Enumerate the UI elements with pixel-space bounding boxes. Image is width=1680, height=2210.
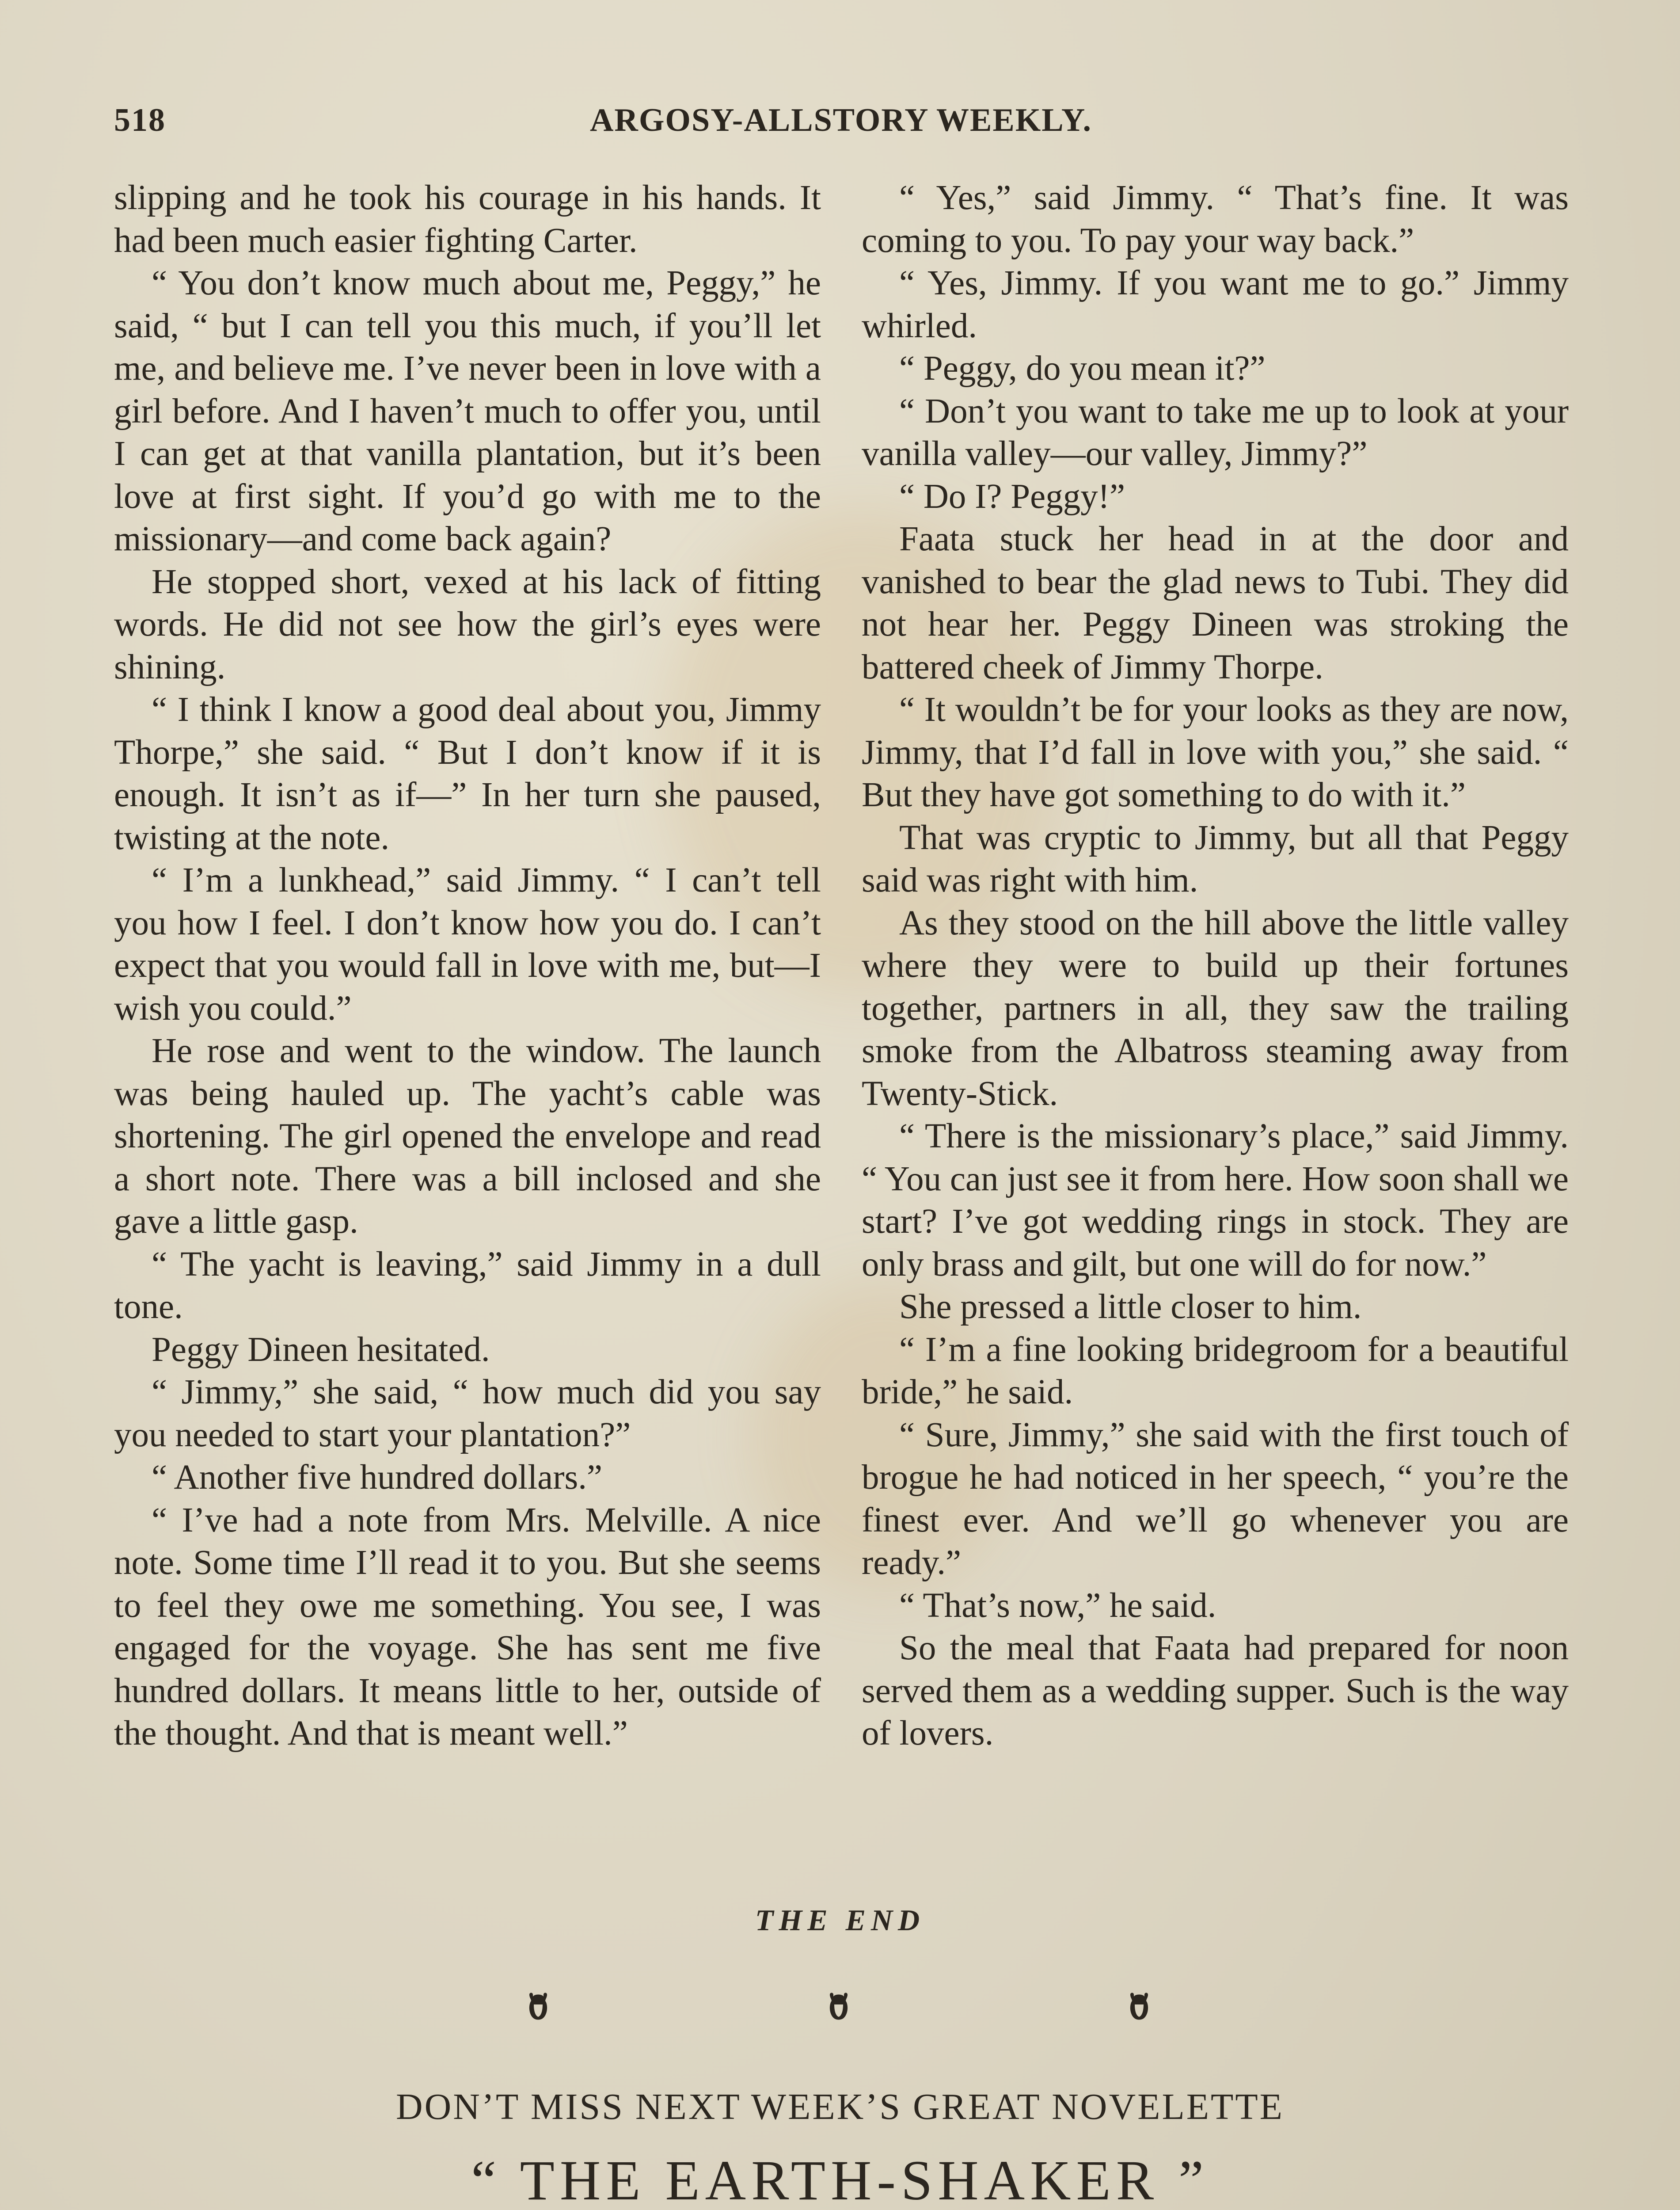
paragraph: He rose and went to the window. The launch was being hauled up. The yacht’s cable was shortening. The girl opened the envelope and read a short note. There was a bill inclosed and she gave a little gasp.: [114, 1032, 821, 1241]
paragraph: “ Yes, Jimmy. If you want me to go.” Jimmy whirled.: [862, 264, 1569, 345]
paragraph: Faata stuck her head in at the door and vanished to bear the glad news to Tubi. They did not hear her. Peggy Dineen was stroking the battered cheek of Jimmy Thorpe.: [862, 520, 1569, 686]
paragraph: As they stood on the hill above the little valley where they were to build up their fortunes together, partners in all, they saw the trailing smoke from the Albatross steaming away from Twenty-Stick.: [862, 903, 1569, 1113]
left-column: [114, 177, 821, 1755]
paragraph: “ Jimmy,” she said, “ how much did you say you needed to start your plantation?”: [114, 1373, 821, 1454]
paragraph: “ You don’t know much about me, Peggy,” he said, “ but I can tell you this much, if you’ll let me, and believe me. I’ve never been in love with a girl before. And I haven’t much to offer you, until I can get at that vanilla plantation, but it’s been love at first sight. If you’d go with me to the missionary—and come back again?: [114, 264, 821, 558]
paragraph: “ That’s now,” he said.: [899, 1586, 1216, 1625]
paragraph: That was cryptic to Jimmy, but all that Peggy said was right with him.: [862, 818, 1569, 899]
paragraph: “ Yes,” said Jimmy. “ That’s fine. It was coming to you. To pay your way back.”: [862, 179, 1569, 260]
paragraph: “ It wouldn’t be for your looks as they are now, Jimmy, that I’d fall in love with you,” she said. “ But they have got something to do with it.”: [862, 690, 1569, 814]
magazine-title: ARGOSY-ALLSTORY WEEKLY.: [589, 102, 1092, 138]
flower-ornament-icon: [826, 1991, 851, 2022]
paragraph: “ I’ve had a note from Mrs. Melville. A nice note. Some time I’ll read it to you. But she seems to feel they owe me something. You see, I was engaged for the voyage. She has sent me five hundred dollars. It means little to her, outside of the thought. And that is meant well.”: [114, 1501, 821, 1753]
flower-ornament-icon: [1127, 1991, 1152, 2022]
paragraph: He stopped short, vexed at his lack of fitting words. He did not see how the girl’s eyes were shining.: [114, 562, 821, 686]
paragraph: “ Sure, Jimmy,” she said with the first touch of brogue he had noticed in her speech, “ you’re the finest ever. And we’ll go whenever you are ready.”: [862, 1415, 1569, 1582]
paragraph: “ I’m a fine looking bridegroom for a beautiful bride,” he said.: [862, 1330, 1569, 1411]
paragraph: “ There is the missionary’s place,” said Jimmy. “ You can just see it from here. How soon shall we start? I’ve got wedding rings in stock. They are only brass and gilt, but one will do for now.”: [862, 1117, 1569, 1284]
ad-heading: DON’T MISS NEXT WEEK’S GREAT NOVELETTE: [395, 2086, 1284, 2127]
the-end-label: THE END: [755, 1903, 925, 1937]
right-column: [862, 177, 1569, 1755]
paragraph: “ Don’t you want to take me up to look at your vanilla valley—our valley, Jimmy?”: [862, 392, 1569, 473]
page-number: 518: [114, 102, 166, 138]
flower-ornament-icon: [526, 1991, 551, 2022]
paragraph: “ Do I? Peggy!”: [899, 477, 1125, 516]
paragraph: “ The yacht is leaving,” said Jimmy in a dull tone.: [114, 1245, 821, 1326]
paragraph: Peggy Dineen hesitated.: [152, 1330, 490, 1369]
paragraph: So the meal that Faata had prepared for noon served them as a wedding supper. Such is the way of lovers.: [862, 1629, 1569, 1753]
ad-story-title: “ THE EARTH-SHAKER ”: [471, 2149, 1209, 2210]
paragraph: “ Peggy, do you mean it?”: [899, 349, 1266, 388]
paragraph: “ I think I know a good deal about you, Jimmy Thorpe,” she said. “ But I don’t know if it is enough. It isn’t as if—” In her turn she paused, twisting at the note.: [114, 690, 821, 857]
paragraph: “ Another five hundred dollars.”: [152, 1458, 603, 1497]
paragraph: slipping and he took his courage in his hands. It had been much easier fighting Carter.: [114, 179, 821, 260]
ornament-row: [526, 1991, 1153, 2031]
paragraph: “ I’m a lunkhead,” said Jimmy. “ I can’t tell you how I feel. I don’t know how you do. I can’t expect that you would fall in love with me, but—I wish you could.”: [114, 861, 821, 1028]
running-head: [114, 102, 1568, 150]
paragraph: She pressed a little closer to him.: [899, 1288, 1362, 1326]
